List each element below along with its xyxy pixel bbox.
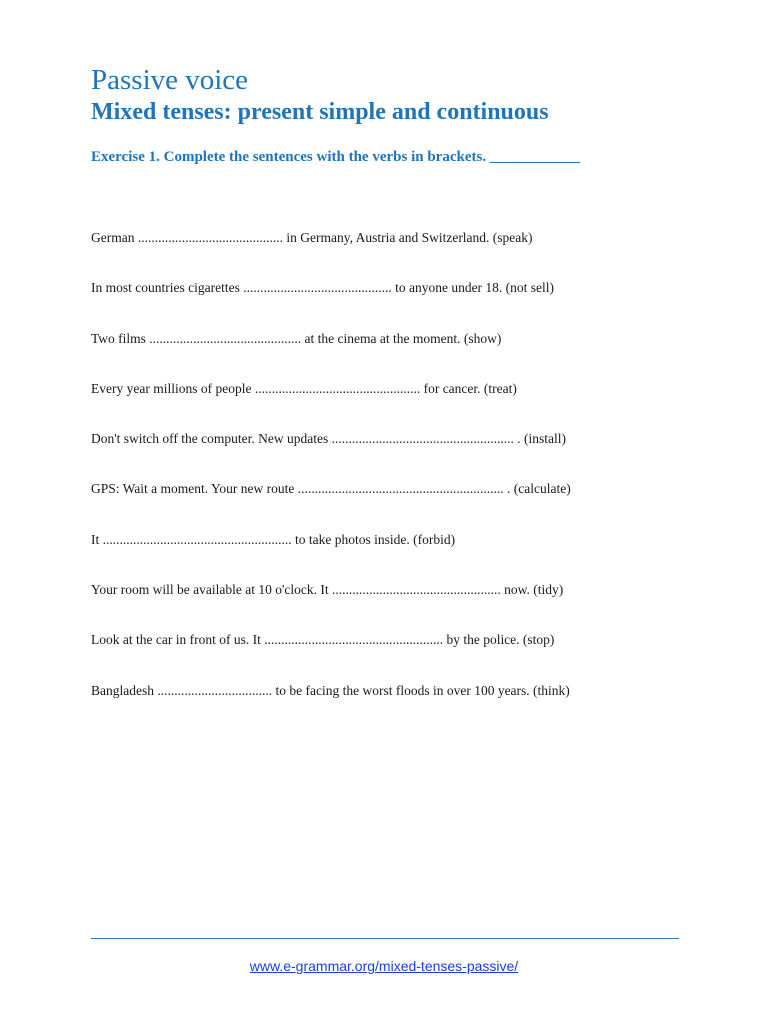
exercise-sentence-2: In most countries cigarettes ............................................ to anyone under 18. (not sell) [91, 280, 555, 296]
exercise-sentence-list [91, 228, 571, 731]
page-title: Passive voice [91, 64, 249, 96]
exercise-sentence-7: It ........................................................ to take photos inside. (forbid) [91, 531, 456, 547]
exercise-sentence-1: German ........................................... in Germany, Austria and Switzerland. (speak) [91, 230, 533, 245]
exercise-sentence-4: Every year millions of people ................................................. for cancer. (treat) [91, 380, 517, 396]
exercise-instruction: Exercise 1. Complete the sentences with the verbs in brackets. ____________ [91, 149, 580, 165]
exercise-sentence-5: Don't switch off the computer. New updates ...................................................... . (install) [91, 431, 566, 447]
exercise-sentence-6: GPS: Wait a moment. Your new route ............................................................. . (calculate) [91, 481, 571, 497]
exercise-sentence-9: Look at the car in front of us. It ..................................................... by the police. (stop) [91, 632, 555, 648]
footer-divider [91, 938, 679, 939]
page-subtitle: Mixed tenses: present simple and continuous [91, 99, 549, 125]
footer-website-link[interactable]: www.e-grammar.org/mixed-tenses-passive/ [249, 958, 519, 974]
exercise-sentence-8: Your room will be available at 10 o'clock. It .................................................. now. (tidy) [91, 582, 564, 598]
exercise-sentence-3: Two films ............................................. at the cinema at the moment. (show) [91, 330, 502, 346]
exercise-sentence-10: Bangladesh .................................. to be facing the worst floods in over 100 years. (think) [91, 682, 570, 698]
